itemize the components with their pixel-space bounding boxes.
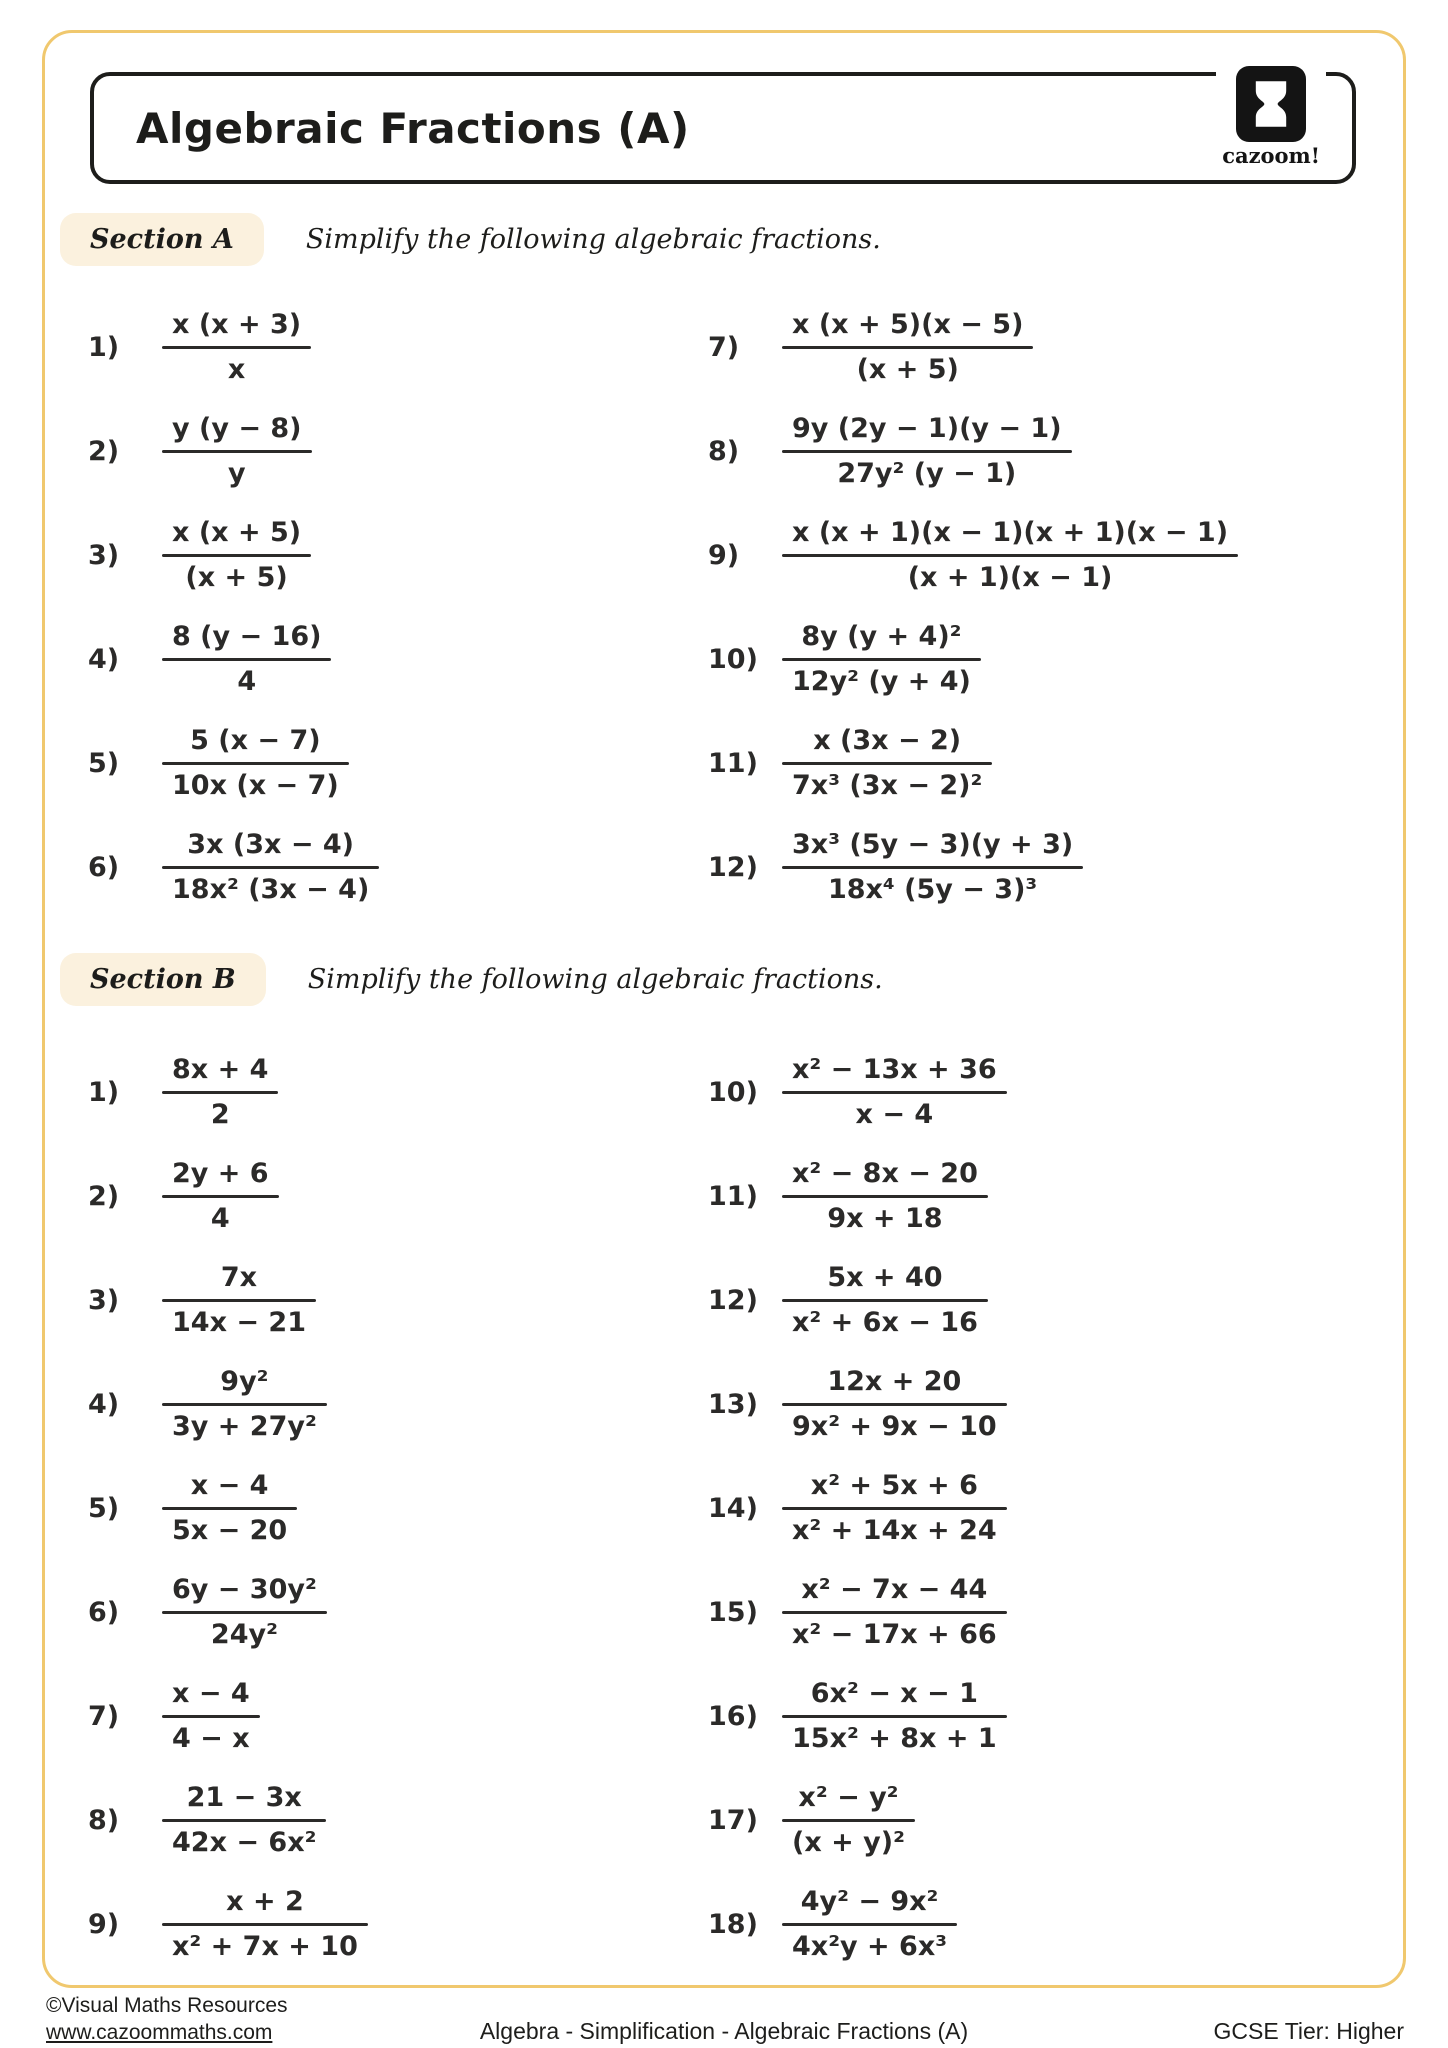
page-title: Algebraic Fractions (A) — [136, 103, 690, 153]
fraction-numerator: 2y + 6 — [172, 1158, 269, 1190]
fraction-denominator: 4 — [210, 1202, 230, 1234]
fraction-denominator: x² + 7x + 10 — [172, 1930, 358, 1962]
section-a-instruction: Simplify the following algebraic fractions. — [305, 223, 881, 255]
fraction-denominator: x — [227, 353, 246, 385]
problem-b13 — [708, 1352, 1370, 1456]
problem-number: 18) — [708, 1908, 758, 1940]
cazoom-logo — [1216, 66, 1326, 168]
problem-a5 — [88, 711, 708, 815]
fraction — [782, 1886, 957, 1961]
problem-number: 13) — [708, 1388, 758, 1420]
fraction-denominator: 9x + 18 — [827, 1202, 943, 1234]
fraction-numerator: x (x + 1)(x − 1)(x + 1)(x − 1) — [792, 517, 1229, 549]
fraction — [162, 517, 311, 592]
problem-number: 8) — [708, 435, 740, 467]
fraction-numerator: x² + 5x + 6 — [810, 1470, 978, 1502]
fraction-numerator: x − 4 — [190, 1470, 269, 1502]
fraction — [162, 1782, 326, 1857]
problem-b4 — [88, 1352, 708, 1456]
fraction-numerator: 3x³ (5y − 3)(y + 3) — [792, 829, 1074, 861]
problem-number: 17) — [708, 1804, 758, 1836]
fraction — [782, 1158, 988, 1233]
problem-b14 — [708, 1456, 1370, 1560]
fraction-numerator: 7x — [220, 1262, 258, 1294]
problem-b2 — [88, 1144, 708, 1248]
fraction — [782, 1574, 1007, 1649]
fraction-numerator: 5x + 40 — [827, 1262, 943, 1294]
fraction-numerator: y (y − 8) — [172, 413, 302, 445]
footer-tier: GCSE Tier: Higher — [1213, 2018, 1404, 2044]
problem-b5 — [88, 1456, 708, 1560]
fraction-denominator: 4x²y + 6x³ — [792, 1930, 948, 1962]
problem-number: 2) — [88, 435, 120, 467]
fraction — [162, 1574, 327, 1649]
problem-a9 — [708, 503, 1370, 607]
fraction-numerator: 9y (2y − 1)(y − 1) — [792, 413, 1062, 445]
fraction-denominator: 9x² + 9x − 10 — [792, 1410, 997, 1442]
fraction-denominator: (x + 5) — [185, 561, 288, 593]
section-a-header — [60, 210, 881, 268]
fraction-numerator: x (x + 3) — [172, 309, 302, 341]
fraction-numerator: x² − 8x − 20 — [792, 1158, 978, 1190]
problem-b7 — [88, 1664, 708, 1768]
fraction — [162, 1678, 260, 1753]
fraction-denominator: 12y² (y + 4) — [792, 665, 971, 697]
fraction — [782, 309, 1033, 384]
fraction — [782, 1054, 1007, 1129]
problem-number: 4) — [88, 643, 120, 675]
fraction-numerator: x² − 7x − 44 — [801, 1574, 988, 1606]
fraction — [782, 725, 992, 800]
fraction-numerator: x (3x − 2) — [813, 725, 962, 757]
fraction-numerator: 3x (3x − 4) — [187, 829, 354, 861]
problem-number: 3) — [88, 1284, 120, 1316]
problem-a10 — [708, 607, 1370, 711]
fraction — [162, 1366, 327, 1441]
fraction — [162, 1054, 278, 1129]
fraction — [162, 1158, 279, 1233]
fraction-denominator: 2 — [210, 1098, 230, 1130]
fraction — [782, 413, 1072, 488]
fraction — [782, 1262, 988, 1337]
fraction — [162, 1470, 297, 1545]
problem-number: 10) — [708, 1076, 758, 1108]
fraction-numerator: 8y (y + 4)² — [801, 621, 962, 653]
problem-number: 5) — [88, 1492, 120, 1524]
fraction-denominator: 24y² — [210, 1618, 278, 1650]
fraction-numerator: x (x + 5) — [172, 517, 302, 549]
fraction-denominator: (x + y)² — [792, 1826, 905, 1858]
section-b-header — [60, 950, 883, 1008]
fraction-denominator: 4 − x — [172, 1722, 250, 1754]
problem-b11 — [708, 1144, 1370, 1248]
fraction-denominator: 3y + 27y² — [172, 1410, 317, 1442]
fraction-denominator: (x + 1)(x − 1) — [907, 561, 1113, 593]
fraction-numerator: 4y² − 9x² — [800, 1886, 939, 1918]
problem-number: 11) — [708, 747, 758, 779]
problem-b15 — [708, 1560, 1370, 1664]
fraction — [782, 621, 981, 696]
fraction-numerator: x² − 13x + 36 — [792, 1054, 997, 1086]
problem-number: 15) — [708, 1596, 758, 1628]
problem-number: 6) — [88, 1596, 120, 1628]
problem-number: 1) — [88, 331, 120, 363]
fraction — [162, 829, 379, 904]
section-a-problems — [88, 295, 1370, 919]
problem-number: 9) — [708, 539, 740, 571]
fraction-denominator: 15x² + 8x + 1 — [792, 1722, 997, 1754]
fraction — [162, 413, 312, 488]
fraction-numerator: 12x + 20 — [827, 1366, 962, 1398]
fraction-numerator: 5 (x − 7) — [190, 725, 321, 757]
fraction — [162, 621, 331, 696]
problem-number: 16) — [708, 1700, 758, 1732]
problem-number: 3) — [88, 539, 120, 571]
footer-worksheet-path: Algebra - Simplification - Algebraic Fractions (A) — [479, 2018, 969, 2044]
fraction-numerator: x (x + 5)(x − 5) — [792, 309, 1024, 341]
section-b-instruction: Simplify the following algebraic fractions. — [307, 963, 883, 995]
fraction-denominator: 27y² (y − 1) — [837, 457, 1017, 489]
problem-b16 — [708, 1664, 1370, 1768]
fraction-denominator: y — [227, 457, 246, 489]
section-a-label: Section A — [60, 213, 264, 266]
problem-a11 — [708, 711, 1370, 815]
fraction-denominator: 18x² (3x − 4) — [172, 873, 370, 905]
problem-number: 6) — [88, 851, 120, 883]
problem-number: 7) — [708, 331, 740, 363]
fraction-denominator: 14x − 21 — [172, 1306, 306, 1338]
fraction — [162, 725, 349, 800]
fraction-denominator: x − 4 — [855, 1098, 934, 1130]
fraction-denominator: x² + 6x − 16 — [792, 1306, 978, 1338]
fraction — [782, 1366, 1007, 1441]
problem-number: 11) — [708, 1180, 758, 1212]
problem-number: 8) — [88, 1804, 120, 1836]
fraction — [782, 1782, 915, 1857]
problem-number: 1) — [88, 1076, 120, 1108]
section-b-label: Section B — [60, 953, 266, 1006]
problem-a7 — [708, 295, 1370, 399]
fraction-numerator: 8 (y − 16) — [172, 621, 322, 653]
problem-number: 12) — [708, 851, 758, 883]
title-box — [90, 72, 1356, 184]
problem-b17 — [708, 1768, 1370, 1872]
fraction-numerator: 6y − 30y² — [172, 1574, 317, 1606]
fraction — [162, 1262, 316, 1337]
problem-a6 — [88, 815, 708, 919]
fraction-denominator: 10x (x − 7) — [172, 769, 339, 801]
fraction — [782, 1470, 1007, 1545]
problem-a4 — [88, 607, 708, 711]
fraction-denominator: 42x − 6x² — [172, 1826, 317, 1858]
copyright-text: ©Visual Maths Resources — [46, 1994, 288, 2017]
fraction-numerator: 21 − 3x — [186, 1782, 302, 1814]
problem-b9 — [88, 1872, 708, 1976]
fraction — [782, 517, 1238, 592]
fraction — [162, 309, 311, 384]
problem-b10 — [708, 1040, 1370, 1144]
website-link[interactable]: www.cazoommaths.com — [46, 2021, 273, 2045]
problem-number: 5) — [88, 747, 120, 779]
problem-number: 12) — [708, 1284, 758, 1316]
fraction-numerator: 8x + 4 — [172, 1054, 269, 1086]
problem-number: 4) — [88, 1388, 120, 1420]
fraction — [782, 829, 1083, 904]
fraction-denominator: 5x − 20 — [172, 1514, 288, 1546]
problem-number: 10) — [708, 643, 758, 675]
fraction-denominator: 18x⁴ (5y − 3)³ — [827, 873, 1038, 905]
problem-number: 2) — [88, 1180, 120, 1212]
problem-number: 9) — [88, 1908, 120, 1940]
problem-a2 — [88, 399, 708, 503]
problem-b6 — [88, 1560, 708, 1664]
fraction — [162, 1886, 368, 1961]
problem-b3 — [88, 1248, 708, 1352]
problem-b18 — [708, 1872, 1370, 1976]
fraction-denominator: x² − 17x + 66 — [792, 1618, 997, 1650]
fraction-numerator: 6x² − x − 1 — [810, 1678, 978, 1710]
problem-a8 — [708, 399, 1370, 503]
cazoom-logo-icon — [1236, 66, 1306, 142]
problem-a1 — [88, 295, 708, 399]
problem-a3 — [88, 503, 708, 607]
fraction-numerator: x² − y² — [798, 1782, 899, 1814]
problem-number: 14) — [708, 1492, 758, 1524]
problem-b1 — [88, 1040, 708, 1144]
cazoom-logo-text: cazoom! — [1222, 143, 1320, 168]
fraction — [782, 1678, 1007, 1753]
fraction-numerator: x − 4 — [172, 1678, 250, 1710]
problem-b8 — [88, 1768, 708, 1872]
fraction-denominator: 4 — [237, 665, 257, 697]
fraction-numerator: 9y² — [220, 1366, 269, 1398]
fraction-denominator: 7x³ (3x − 2)² — [792, 769, 983, 801]
fraction-denominator: (x + 5) — [856, 353, 959, 385]
fraction-numerator: x + 2 — [226, 1886, 304, 1918]
problem-number: 7) — [88, 1700, 120, 1732]
fraction-denominator: x² + 14x + 24 — [792, 1514, 997, 1546]
problem-b12 — [708, 1248, 1370, 1352]
section-b-problems — [88, 1040, 1370, 1976]
problem-a12 — [708, 815, 1370, 919]
